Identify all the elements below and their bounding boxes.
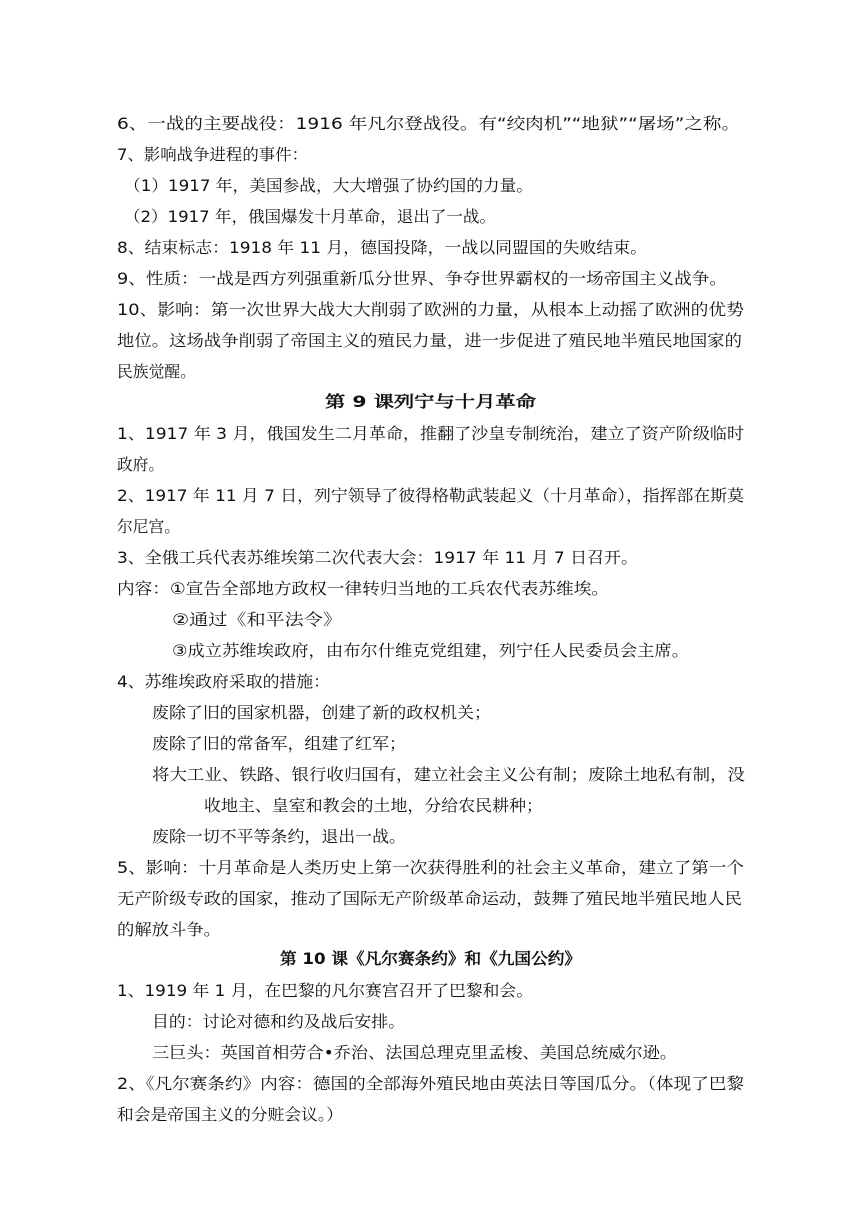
- text-line: 的解放斗争。: [117, 920, 221, 939]
- text-line: 尔尼宫。: [117, 517, 180, 536]
- section-heading-lesson-9: 第 9 课列宁与十月革命: [325, 392, 536, 411]
- text-line: 2、《凡尔赛条约》内容：德国的全部海外殖民地由英法日等国瓜分。（体现了巴黎: [117, 1074, 744, 1093]
- text-line: （1）1917 年，美国参战，大大增强了协约国的力量。: [124, 176, 533, 195]
- text-line: 地位。这场战争削弱了帝国主义的殖民力量，进一步促进了殖民地半殖民地国家的: [117, 331, 742, 350]
- text-line: 内容：①宣告全部地方政权一律转归当地的工兵农代表苏维埃。: [117, 579, 609, 598]
- text-line: 1、1919 年 1 月，在巴黎的凡尔赛宫召开了巴黎和会。: [117, 981, 533, 1000]
- text-line: 无产阶级专政的国家，推动了国际无产阶级革命运动，鼓舞了殖民地半殖民地人民: [117, 889, 742, 908]
- section-heading-lesson-10: 第 10 课《凡尔赛条约》和《九国公约》: [280, 949, 581, 968]
- text-line: 1、1917 年 3 月，俄国发生二月革命，推翻了沙皇专制统治，建立了资产阶级临时: [117, 424, 744, 443]
- text-line: ②通过《和平法令》: [172, 610, 342, 629]
- text-line: 三巨头：英国首相劳合•乔治、法国总理克里孟梭、美国总统威尔逊。: [152, 1043, 677, 1062]
- text-line: 4、苏维埃政府采取的措施：: [117, 672, 330, 691]
- text-line: 2、1917 年 11 月 7 日，列宁领导了彼得格勒武装起义（十月革命），指挥部在斯莫: [117, 486, 745, 505]
- text-line: 废除了旧的国家机器，创建了新的政权机关；: [152, 703, 491, 722]
- text-line: 目的：讨论对德和约及战后安排。: [152, 1012, 405, 1031]
- text-line: ③成立苏维埃政府，由布尔什维克党组建，列宁任人民委员会主席。: [172, 641, 689, 660]
- text-line: 将大工业、铁路、银行收归国有，建立社会主义公有制；废除土地私有制，没: [152, 765, 745, 784]
- text-line: 5、影响：十月革命是人类历史上第一次获得胜利的社会主义革命，建立了第一个: [117, 858, 744, 877]
- text-line: 6、一战的主要战役：1916 年凡尔登战役。有“绞肉机”“地狱”“屠场”之称。: [117, 114, 740, 133]
- text-line: 9、性质：一战是西方列强重新瓜分世界、争夺世界霸权的一场帝国主义战争。: [117, 269, 727, 288]
- text-line: 收地主、皇室和教会的土地，分给农民耕种；: [204, 796, 543, 815]
- text-line: 废除了旧的常备军，组建了红军；: [152, 734, 406, 753]
- text-line: 3、全俄工兵代表苏维埃第二次代表大会：1917 年 11 月 7 日召开。: [117, 548, 638, 567]
- text-line: 10、影响：第一次世界大战大大削弱了欧洲的力量，从根本上动摇了欧洲的优势: [117, 300, 744, 319]
- text-line: 政府。: [117, 455, 164, 474]
- text-line: （2）1917 年，俄国爆发十月革命，退出了一战。: [124, 207, 496, 226]
- text-line: 和会是帝国主义的分赃会议。）: [117, 1105, 343, 1124]
- text-line: 7、影响战争进程的事件：: [117, 145, 308, 164]
- text-line: 民族觉醒。: [117, 362, 196, 381]
- text-line: 8、结束标志：1918 年 11 月，德国投降，一战以同盟国的失败结束。: [117, 238, 647, 257]
- text-line: 废除一切不平等条约，退出一战。: [152, 827, 406, 846]
